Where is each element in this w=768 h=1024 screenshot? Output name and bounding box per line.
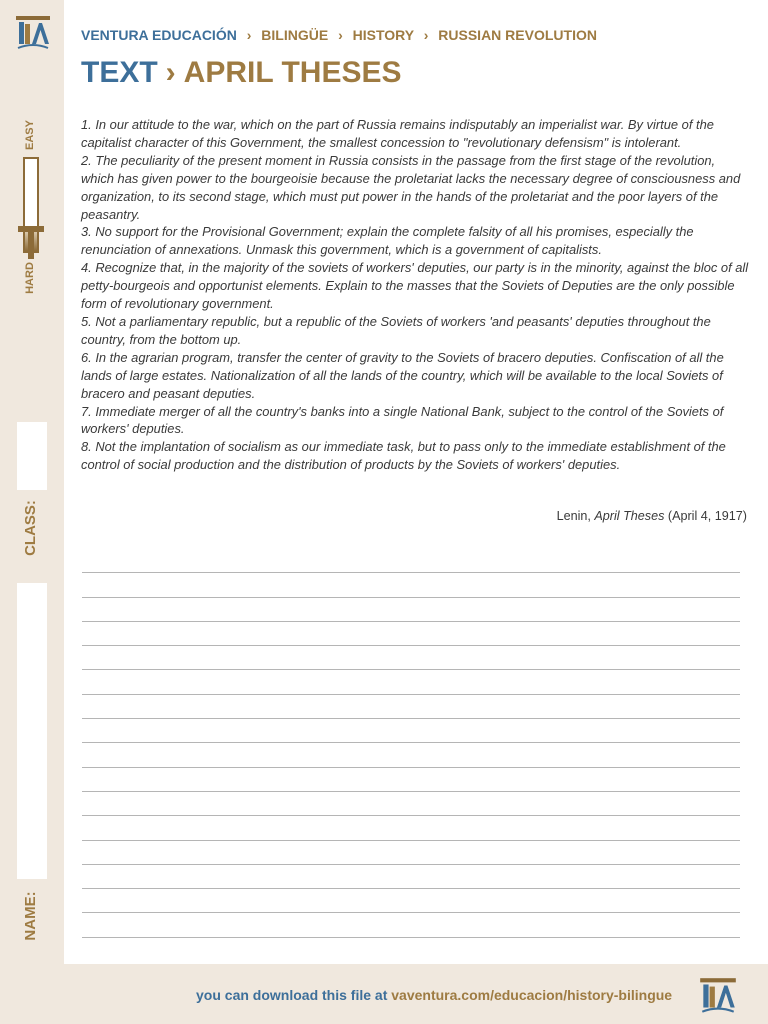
footer-url-link[interactable]: vaventura.com/educacion/history-bilingue: [391, 987, 673, 1003]
footer-download: [196, 987, 672, 1003]
title-separator: ›: [165, 56, 176, 89]
name-field[interactable]: [17, 583, 47, 879]
breadcrumb-item-russian-revolution[interactable]: RUSSIAN REVOLUTION: [438, 27, 597, 43]
page-title: [81, 56, 402, 90]
thesis-paragraph-1: 1. In our attitude to the war, which on the part of Russia remains indisputably an imperialist war. By virtue of the capitalist character of this Government, the smallest concession to "revolutionary defensism" is intolerant.: [81, 117, 714, 150]
sidebar: [0, 0, 64, 964]
writing-line[interactable]: [82, 549, 740, 573]
breadcrumb-item-bilingue[interactable]: BILINGÜE: [261, 27, 329, 43]
writing-line[interactable]: [82, 719, 740, 743]
writing-area[interactable]: [82, 549, 740, 938]
writing-line[interactable]: [82, 743, 740, 767]
thesis-paragraph-4: 4. Recognize that, in the majority of the soviets of workers' deputies, our party is in the minority, against the bloc of all petty-bourgeois and opportunist elements. Explain to the masses that the Soviets of Deputies are the only possible form of revolutionary government.: [81, 260, 749, 312]
difficulty-hard-label: HARD: [24, 262, 36, 294]
breadcrumb-item-ventura[interactable]: VENTURA EDUCACIÓN: [81, 27, 237, 43]
writing-line[interactable]: [82, 792, 740, 816]
writing-line[interactable]: [82, 768, 740, 792]
difficulty-knob-stem: [28, 232, 34, 259]
class-field[interactable]: [17, 422, 47, 490]
writing-line[interactable]: [82, 646, 740, 670]
breadcrumb-separator: ›: [423, 27, 429, 43]
breadcrumb: [81, 27, 597, 43]
writing-line[interactable]: [82, 841, 740, 865]
source-text: [81, 116, 749, 474]
breadcrumb-item-history[interactable]: HISTORY: [352, 27, 414, 43]
citation-date: (April 4, 1917): [667, 509, 747, 523]
title-text: APRIL THESES: [183, 56, 402, 89]
citation-author: Lenin,: [556, 509, 591, 523]
difficulty-easy-label: EASY: [24, 120, 36, 150]
class-label: CLASS:: [22, 500, 39, 556]
ventura-logo-icon: [12, 12, 54, 54]
thesis-paragraph-8: 8. Not the implantation of socialism as our immediate task, but to pass only to the immediate establishment of the control of social production and the distribution of products by the Soviets of workers' deputies.: [81, 439, 726, 473]
writing-line[interactable]: [82, 622, 740, 646]
breadcrumb-separator: ›: [338, 27, 343, 43]
title-prefix: TEXT: [81, 56, 158, 89]
writing-line[interactable]: [82, 598, 740, 622]
citation-work: April Theses: [594, 509, 665, 523]
thesis-paragraph-7: 7. Immediate merger of all the country's banks into a single National Bank, subject to the control of the Soviets of workers' deputies.: [81, 403, 724, 437]
writing-line[interactable]: [82, 913, 740, 937]
name-label: NAME:: [22, 891, 39, 941]
thesis-paragraph-3: 3. No support for the Provisional Government; explain the complete falsity of all his promises, especially the renunciation of annexations. Unmask this government, which is a government of capitalists.: [81, 224, 694, 258]
thesis-paragraph-6: 6. In the agrarian program, transfer the center of gravity to the Soviets of bracero deputies. Confiscation of all the lands of large estates. Nationalization of all the lands of the country, which will be available to the local Soviets of bracero and peasant deputies.: [81, 349, 724, 401]
writing-line[interactable]: [82, 889, 740, 913]
writing-line[interactable]: [82, 670, 740, 694]
writing-line[interactable]: [82, 865, 740, 889]
writing-line[interactable]: [82, 695, 740, 719]
footer-prefix: you can download this file at: [196, 987, 388, 1003]
thesis-paragraph-5: 5. Not a parliamentary republic, but a republic of the Soviets of workers 'and peasants' deputies throughout the country, from the bottom up.: [81, 313, 711, 347]
writing-line[interactable]: [82, 573, 740, 597]
thesis-paragraph-2: 2. The peculiarity of the present moment in Russia consists in the passage from the first stage of the revolution, which has given power to the bourgeoisie because the proletariat lacks the necessary degree of consciousness and organization, to its second stage, which must put power in the hands of the proletariat and the poor layers of the peasantry.: [81, 152, 741, 222]
citation: [557, 509, 747, 523]
breadcrumb-separator: ›: [246, 27, 252, 43]
ventura-logo-icon: [694, 974, 742, 1018]
writing-line[interactable]: [82, 816, 740, 840]
